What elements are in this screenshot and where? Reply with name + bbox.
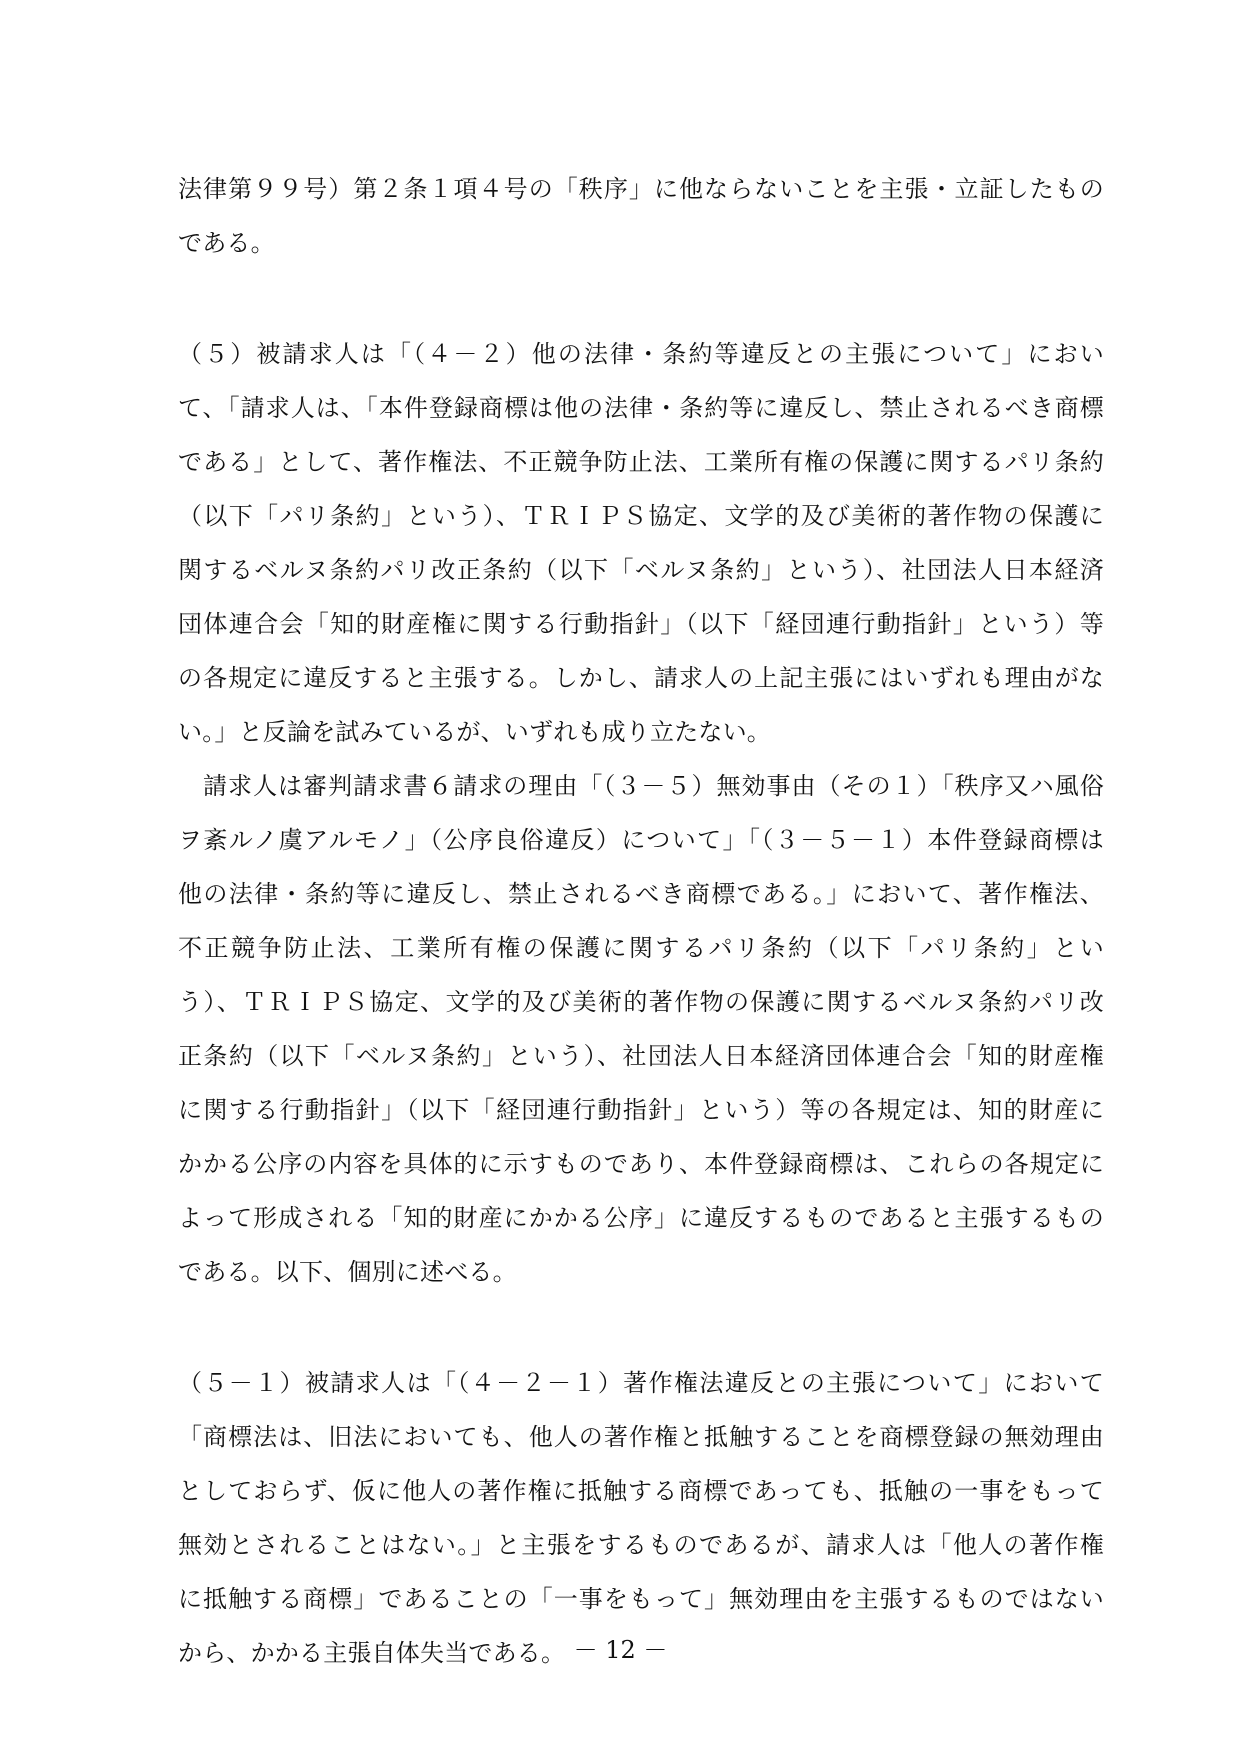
text-line: 無効とされることはない。」と主張をするものであるが、請求人は「他人の著作権 bbox=[178, 1531, 1104, 1559]
text-line: う）、ＴＲＩＰＳ協定、文学的及び美術的著作物の保護に関するベルヌ条約パリ改 bbox=[178, 988, 1104, 1016]
text-line: ヲ紊ルノ虞アルモノ」（公序良俗違反）について」「（３－５－１）本件登録商標は bbox=[178, 826, 1104, 854]
page-number: － 12 － bbox=[573, 1636, 668, 1664]
text-line: 請求人は審判請求書６請求の理由「（３－５）無効事由（その１）「秩序又ハ風俗 bbox=[178, 772, 1104, 800]
paragraph-2 bbox=[178, 327, 1104, 1299]
text-line: よって形成される「知的財産にかかる公序」に違反するものであると主張するもの bbox=[178, 1204, 1104, 1232]
text-line: て、「請求人は、「本件登録商標は他の法律・条約等に違反し、禁止されるべき商標 bbox=[178, 394, 1104, 422]
text-line: に関する行動指針」（以下「経団連行動指針」という）等の各規定は、知的財産に bbox=[178, 1096, 1104, 1124]
text-line: 法律第９９号）第２条１項４号の「秩序」に他ならないことを主張・立証したもの bbox=[178, 175, 1104, 203]
text-line: （５）被請求人は「（４－２）他の法律・条約等違反との主張について」におい bbox=[178, 340, 1104, 368]
document-body bbox=[178, 162, 1104, 1680]
paragraph-1 bbox=[178, 162, 1104, 270]
text-line: から、かかる主張自体失当である。 bbox=[178, 1639, 566, 1667]
text-line: である。 bbox=[178, 229, 275, 257]
text-line: としておらず、仮に他人の著作権に抵触する商標であっても、抵触の一事をもって bbox=[178, 1477, 1104, 1505]
text-line: 「商標法は、旧法においても、他人の著作権と抵触することを商標登録の無効理由 bbox=[178, 1423, 1104, 1451]
text-line: い。」と反論を試みているが、いずれも成り立たない。 bbox=[178, 718, 771, 746]
text-line: 団体連合会「知的財産権に関する行動指針」（以下「経団連行動指針」という）等 bbox=[178, 610, 1104, 638]
text-line: （以下「パリ条約」という）、ＴＲＩＰＳ協定、文学的及び美術的著作物の保護に bbox=[178, 502, 1104, 530]
text-line: かかる公序の内容を具体的に示すものであり、本件登録商標は、これらの各規定に bbox=[178, 1150, 1104, 1178]
text-line: 正条約（以下「ベルヌ条約」という）、社団法人日本経済団体連合会「知的財産権 bbox=[178, 1042, 1104, 1070]
text-line: 不正競争防止法、工業所有権の保護に関するパリ条約（以下「パリ条約」とい bbox=[178, 934, 1104, 962]
text-line: 関するベルヌ条約パリ改正条約（以下「ベルヌ条約」という）、社団法人日本経済 bbox=[178, 556, 1104, 584]
text-line: の各規定に違反すると主張する。しかし、請求人の上記主張にはいずれも理由がな bbox=[178, 664, 1104, 692]
text-line: である」として、著作権法、不正競争防止法、工業所有権の保護に関するパリ条約 bbox=[178, 448, 1104, 476]
text-line: （５－１）被請求人は「（４－２－１）著作権法違反との主張について」において bbox=[178, 1369, 1104, 1397]
text-line: に抵触する商標」であることの「一事をもって」無効理由を主張するものではない bbox=[178, 1585, 1104, 1613]
text-line: 他の法律・条約等に違反し、禁止されるべき商標である。」において、著作権法、 bbox=[178, 880, 1104, 908]
text-line: である。以下、個別に述べる。 bbox=[178, 1258, 517, 1286]
